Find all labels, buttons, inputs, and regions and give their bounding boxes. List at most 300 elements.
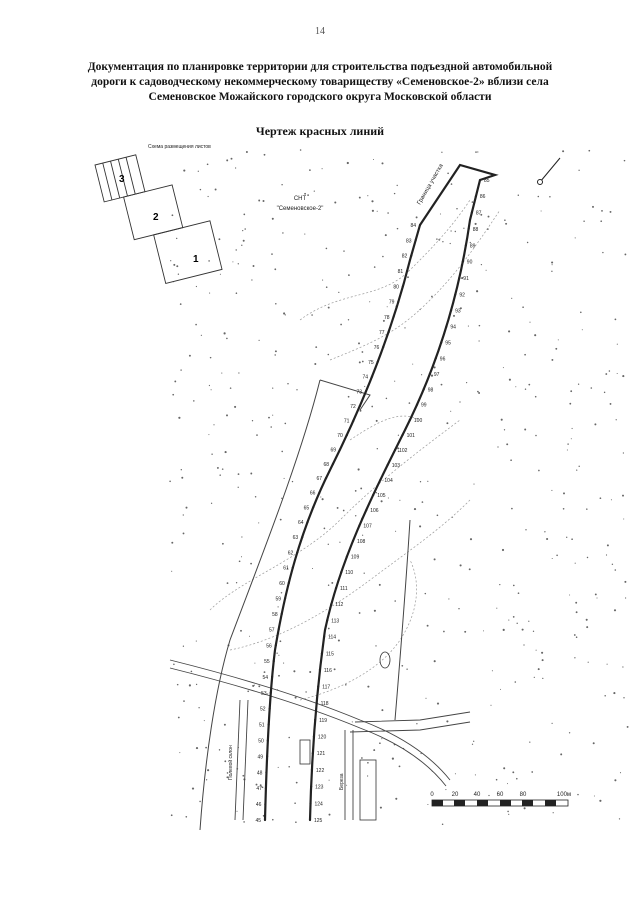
terrain-dot xyxy=(525,529,526,530)
terrain-dot xyxy=(387,212,389,214)
boundary-point-marker xyxy=(310,786,312,788)
boundary-point-marker xyxy=(275,644,277,646)
terrain-dot xyxy=(250,563,252,565)
terrain-dot xyxy=(272,387,273,388)
terrain-dot xyxy=(219,749,220,750)
terrain-dot xyxy=(614,779,616,781)
point-label-92: 92 xyxy=(459,292,465,299)
terrain-dot xyxy=(503,367,504,368)
terrain-dot xyxy=(395,798,397,800)
point-label-104: 104 xyxy=(384,477,393,484)
point-label-100: 100 xyxy=(413,417,423,424)
terrain-dot xyxy=(575,237,576,238)
boundary-point-marker xyxy=(416,404,418,406)
terrain-dot xyxy=(243,240,245,242)
boundary-point-marker xyxy=(397,301,399,303)
terrain-dot xyxy=(497,446,498,447)
boundary-point-marker xyxy=(269,708,271,710)
terrain-dot xyxy=(450,230,451,231)
north-arrow xyxy=(538,158,561,185)
terrain-dot xyxy=(322,498,324,500)
point-label-71: 71 xyxy=(343,418,350,425)
terrain-dot xyxy=(224,760,226,762)
terrain-dot xyxy=(171,542,173,544)
terrain-dot xyxy=(605,373,607,375)
terrain-dot xyxy=(595,593,597,595)
contour-lines xyxy=(210,200,500,700)
terrain-dot xyxy=(300,149,302,151)
terrain-dot xyxy=(367,686,369,688)
terrain-dot xyxy=(207,163,209,165)
boundary-point-marker xyxy=(379,479,381,481)
point-label-69: 69 xyxy=(330,447,336,454)
terrain-dot xyxy=(562,150,564,152)
terrain-dot xyxy=(472,744,473,745)
terrain-dot xyxy=(283,312,285,314)
terrain-dot xyxy=(542,678,543,679)
terrain-dot xyxy=(387,306,388,307)
terrain-dot xyxy=(469,568,471,570)
terrain-dot xyxy=(362,351,364,353)
terrain-dot xyxy=(392,758,394,760)
terrain-dot xyxy=(421,374,422,375)
terrain-dot xyxy=(596,597,597,598)
scale-tick-60: 60 xyxy=(496,792,504,798)
point-label-89: 89 xyxy=(469,243,476,250)
terrain-dot xyxy=(355,490,357,492)
terrain-dot xyxy=(361,757,363,759)
terrain-dot xyxy=(364,573,365,574)
terrain-dot xyxy=(551,490,552,491)
road-label-right: Береза xyxy=(339,773,345,790)
terrain-dot xyxy=(252,420,253,421)
terrain-dot xyxy=(270,426,272,428)
terrain-dot xyxy=(380,807,382,809)
terrain-dot xyxy=(247,690,249,692)
terrain-dot xyxy=(315,346,317,348)
terrain-dot xyxy=(515,386,516,387)
terrain-dot xyxy=(575,602,577,604)
terrain-dot xyxy=(340,324,342,326)
terrain-dot xyxy=(241,536,242,537)
boundary-point-marker xyxy=(335,587,337,589)
terrain-dot xyxy=(278,606,279,607)
point-label-93: 93 xyxy=(455,308,461,315)
boundary-point-marker xyxy=(309,802,311,804)
terrain-dot xyxy=(181,477,183,479)
point-label-45: 45 xyxy=(255,818,261,824)
terrain-dot xyxy=(278,675,280,677)
terrain-dot xyxy=(371,200,373,202)
terrain-dot xyxy=(535,396,537,398)
terrain-dot xyxy=(507,811,509,813)
boundary-point-marker xyxy=(440,341,442,343)
terrain-dot xyxy=(284,423,286,425)
boundary-point-marker xyxy=(316,702,318,704)
boundary-point-marker xyxy=(313,735,315,737)
point-label-123: 123 xyxy=(315,784,324,791)
terrain-dot xyxy=(181,469,182,470)
terrain-dot xyxy=(524,354,526,356)
terrain-dot xyxy=(571,538,573,540)
terrain-dot xyxy=(183,700,185,702)
terrain-dot xyxy=(570,390,572,392)
terrain-dot xyxy=(542,659,544,661)
terrain-dot xyxy=(534,677,535,678)
point-label-115: 115 xyxy=(325,651,334,658)
terrain-dot xyxy=(625,597,626,598)
terrain-dot xyxy=(422,501,424,503)
boundary-point-marker xyxy=(267,739,269,741)
terrain-dot xyxy=(441,384,443,386)
point-label-49: 49 xyxy=(257,754,264,761)
terrain-dot xyxy=(623,452,624,453)
terrain-dot xyxy=(375,645,376,646)
snt-label-line-2: "Семеновское-2" xyxy=(276,206,324,212)
terrain-dot xyxy=(208,260,210,262)
terrain-dot xyxy=(451,183,453,185)
point-label-103: 103 xyxy=(391,462,401,469)
terrain-dot xyxy=(450,243,451,244)
boundary-point-marker xyxy=(429,373,431,375)
terrain-dot xyxy=(374,610,376,612)
terrain-dot xyxy=(271,253,273,255)
terrain-dot xyxy=(442,241,443,242)
terrain-dot xyxy=(379,742,381,744)
terrain-dot xyxy=(379,584,381,586)
point-label-102: 102 xyxy=(399,447,408,454)
point-label-112: 112 xyxy=(335,602,344,609)
terrain-dot xyxy=(170,260,171,261)
pond-marker xyxy=(380,652,390,668)
terrain-dot xyxy=(508,620,509,621)
terrain-dot xyxy=(566,537,567,538)
boundary-point-marker xyxy=(292,567,294,569)
terrain-dot xyxy=(236,582,237,583)
boundary-point-marker xyxy=(371,376,373,378)
terrain-dot xyxy=(512,771,514,773)
terrain-dot xyxy=(601,210,603,212)
terrain-dot xyxy=(227,582,229,584)
terrain-dot xyxy=(437,703,439,705)
point-label-48: 48 xyxy=(256,770,263,777)
terrain-dot xyxy=(251,279,252,280)
boundary-point-marker xyxy=(346,555,348,557)
terrain-dot xyxy=(407,276,409,278)
terrain-dot xyxy=(440,213,441,214)
terrain-dot xyxy=(236,249,237,250)
terrain-dot xyxy=(329,780,330,781)
terrain-dot xyxy=(322,280,323,281)
terrain-dot xyxy=(420,481,421,482)
terrain-dot xyxy=(374,266,376,268)
point-label-53: 53 xyxy=(261,690,267,697)
point-label-110: 110 xyxy=(345,570,354,577)
terrain-dot xyxy=(511,508,513,510)
terrain-dot xyxy=(171,814,173,816)
boundary-point-marker xyxy=(265,771,267,773)
boundary-point-marker xyxy=(377,361,379,363)
terrain-dot xyxy=(244,228,246,230)
terrain-dot xyxy=(258,685,260,687)
terrain-dot xyxy=(348,274,350,276)
terrain-dot xyxy=(416,216,418,218)
terrain-dot xyxy=(527,242,528,243)
terrain-dot xyxy=(611,499,612,500)
point-label-107: 107 xyxy=(363,523,372,530)
terrain-dot xyxy=(334,668,336,670)
terrain-dot xyxy=(578,170,579,171)
point-label-78: 78 xyxy=(384,314,390,321)
boundary-point-marker xyxy=(265,787,267,789)
terrain-dot xyxy=(616,419,617,420)
boundary-point-marker xyxy=(458,277,460,279)
terrain-dot xyxy=(623,697,624,698)
terrain-dot xyxy=(427,804,428,805)
page-number: 14 xyxy=(315,26,325,37)
point-label-62: 62 xyxy=(287,550,294,557)
terrain-dot xyxy=(569,732,570,733)
point-label-47: 47 xyxy=(256,786,262,793)
point-label-124: 124 xyxy=(314,801,323,808)
terrain-dot xyxy=(314,363,316,365)
terrain-dot xyxy=(434,558,436,560)
terrain-dot xyxy=(287,383,288,384)
terrain-dot xyxy=(508,330,510,332)
terrain-dot xyxy=(258,522,259,523)
terrain-dot xyxy=(466,382,467,383)
terrain-dot xyxy=(352,721,353,722)
terrain-dot xyxy=(183,532,185,534)
terrain-dot xyxy=(614,609,616,611)
terrain-dot xyxy=(541,652,543,654)
sheet-3-hatch xyxy=(103,163,112,200)
terrain-dot xyxy=(481,264,482,265)
terrain-dot xyxy=(186,507,188,509)
boundary-point-marker xyxy=(435,357,437,359)
terrain-dot xyxy=(311,314,313,316)
terrain-dot xyxy=(288,737,290,739)
boundary-point-marker xyxy=(419,224,421,226)
point-label-73: 73 xyxy=(356,389,362,396)
terrain-dot xyxy=(264,671,266,673)
boundary-point-marker xyxy=(325,477,327,479)
terrain-dot xyxy=(505,223,507,225)
boundary-point-marker xyxy=(410,255,412,257)
terrain-dot xyxy=(239,560,241,562)
terrain-dot xyxy=(272,218,274,220)
terrain-dot xyxy=(386,398,388,400)
boundary-point-marker xyxy=(415,239,417,241)
terrain-dot xyxy=(470,538,472,540)
terrain-dot xyxy=(506,443,508,445)
terrain-dot xyxy=(599,800,601,802)
terrain-dot xyxy=(382,256,384,258)
terrain-dot xyxy=(576,611,578,613)
terrain-dot xyxy=(472,201,474,203)
terrain-dot xyxy=(281,184,282,185)
terrain-dot xyxy=(211,453,212,454)
terrain-dot xyxy=(556,555,558,557)
terrain-dot xyxy=(607,664,608,665)
terrain-dot xyxy=(178,717,180,719)
terrain-dot xyxy=(528,621,529,622)
terrain-dot xyxy=(529,322,530,323)
terrain-dot xyxy=(258,200,260,202)
terrain-dot xyxy=(446,422,448,424)
boundary-point-marker xyxy=(264,819,266,821)
terrain-dot xyxy=(367,775,368,776)
terrain-dot xyxy=(577,794,578,795)
terrain-dot xyxy=(358,468,360,470)
terrain-dot xyxy=(551,359,553,361)
terrain-dot xyxy=(397,228,399,230)
terrain-dot xyxy=(524,807,526,809)
terrain-dot xyxy=(571,438,572,439)
terrain-dot xyxy=(208,434,209,435)
boundary-point-marker xyxy=(301,536,303,538)
terrain-dot xyxy=(328,354,330,356)
boundary-point-marker xyxy=(332,463,334,465)
point-label-55: 55 xyxy=(264,659,270,666)
terrain-dot xyxy=(275,350,277,352)
terrain-dot xyxy=(369,301,370,302)
terrain-dot xyxy=(177,684,179,686)
road-edge xyxy=(355,712,470,722)
terrain-dot xyxy=(610,403,612,405)
boundary-point-marker xyxy=(393,316,395,318)
terrain-dot xyxy=(174,380,176,382)
terrain-dot xyxy=(278,655,279,656)
terrain-dot xyxy=(355,515,356,516)
boundary-point-marker xyxy=(339,448,341,450)
terrain-dot xyxy=(501,419,503,421)
terrain-dot xyxy=(513,585,515,587)
parcel-boundary xyxy=(200,380,370,830)
contour-line xyxy=(300,560,417,700)
snt-label-line-1: СНТ xyxy=(293,196,307,202)
terrain-dot xyxy=(376,420,378,422)
terrain-dot xyxy=(578,466,579,467)
terrain-dot xyxy=(362,361,364,363)
point-label-118: 118 xyxy=(320,701,329,708)
point-label-70: 70 xyxy=(337,433,343,440)
terrain-dot xyxy=(395,531,396,532)
point-label-111: 111 xyxy=(340,586,348,593)
terrain-dot xyxy=(394,381,395,382)
terrain-dot xyxy=(622,495,624,497)
terrain-dot xyxy=(473,484,474,485)
contour-line xyxy=(300,200,470,320)
terrain-dot xyxy=(508,814,509,815)
point-labels xyxy=(255,178,489,824)
terrain-dot xyxy=(600,220,602,222)
terrain-dot xyxy=(441,152,442,153)
point-label-117: 117 xyxy=(322,684,331,691)
point-label-84: 84 xyxy=(410,223,416,229)
terrain-dot xyxy=(468,326,469,327)
terrain-dot xyxy=(446,720,448,722)
sheet-scheme-caption: Схема размещения листов xyxy=(148,144,211,150)
boundary-point-marker xyxy=(402,434,404,436)
boundary-point-marker xyxy=(454,293,456,295)
terrain-dot xyxy=(264,154,266,156)
scale-tick-20: 20 xyxy=(451,792,459,798)
boundary-point-marker xyxy=(465,244,467,246)
document-title-line-1: Документация по планировке территории для строительства подъездной автомобильной xyxy=(87,61,553,73)
terrain-dot xyxy=(447,172,449,174)
terrain-dot xyxy=(238,372,239,373)
point-label-75: 75 xyxy=(368,359,374,366)
terrain-dot xyxy=(587,557,588,558)
terrain-dot xyxy=(218,238,220,240)
terrain-dot xyxy=(503,629,505,631)
boundary-point-marker xyxy=(365,390,367,392)
terrain-dot xyxy=(541,210,542,211)
terrain-dot xyxy=(442,823,444,825)
terrain-dot xyxy=(367,195,368,196)
point-label-77: 77 xyxy=(379,329,385,336)
terrain-dot xyxy=(191,671,193,673)
terrain-dot xyxy=(217,467,219,469)
terrain-dot xyxy=(331,582,333,584)
terrain-dot xyxy=(404,327,405,328)
terrain-dot xyxy=(221,373,222,374)
terrain-dot xyxy=(575,563,576,564)
terrain-dot xyxy=(475,151,477,153)
terrain-dot xyxy=(207,196,208,197)
terrain-dot xyxy=(434,660,436,662)
terrain-dot xyxy=(236,811,237,812)
terrain-dot xyxy=(307,194,309,196)
terrain-dot xyxy=(196,286,197,287)
terrain-dot xyxy=(234,406,236,408)
point-label-95: 95 xyxy=(445,340,451,347)
terrain-dot xyxy=(522,306,524,308)
terrain-dot xyxy=(207,769,209,771)
boundary-point-marker xyxy=(330,603,332,605)
terrain-dot xyxy=(399,500,400,501)
terrain-dot xyxy=(209,385,210,386)
terrain-dot xyxy=(500,689,501,690)
terrain-dot xyxy=(348,396,350,398)
terrain-dot xyxy=(490,705,491,706)
terrain-dot xyxy=(401,665,403,667)
terrain-dot xyxy=(256,434,258,436)
boundary-point-marker xyxy=(296,551,298,553)
terrain-dot xyxy=(586,508,588,510)
terrain-dot xyxy=(394,600,396,602)
terrain-dot xyxy=(226,159,228,161)
terrain-dot xyxy=(293,670,295,672)
side-road-left xyxy=(243,700,248,820)
terrain-dot xyxy=(288,766,290,768)
boundary-point-marker xyxy=(268,724,270,726)
terrain-dot xyxy=(236,292,238,294)
terrain-dot xyxy=(294,802,296,804)
point-label-67: 67 xyxy=(316,476,322,483)
terrain-dot xyxy=(604,695,606,697)
terrain-dot xyxy=(574,657,575,658)
terrain-dot xyxy=(193,400,195,402)
terrain-dot xyxy=(226,338,228,340)
terrain-dot xyxy=(515,681,517,683)
point-label-66: 66 xyxy=(309,490,316,497)
scale-segment xyxy=(522,800,533,806)
point-label-60: 60 xyxy=(279,581,285,587)
scale-segment xyxy=(432,800,443,806)
red-line-right xyxy=(310,180,480,820)
